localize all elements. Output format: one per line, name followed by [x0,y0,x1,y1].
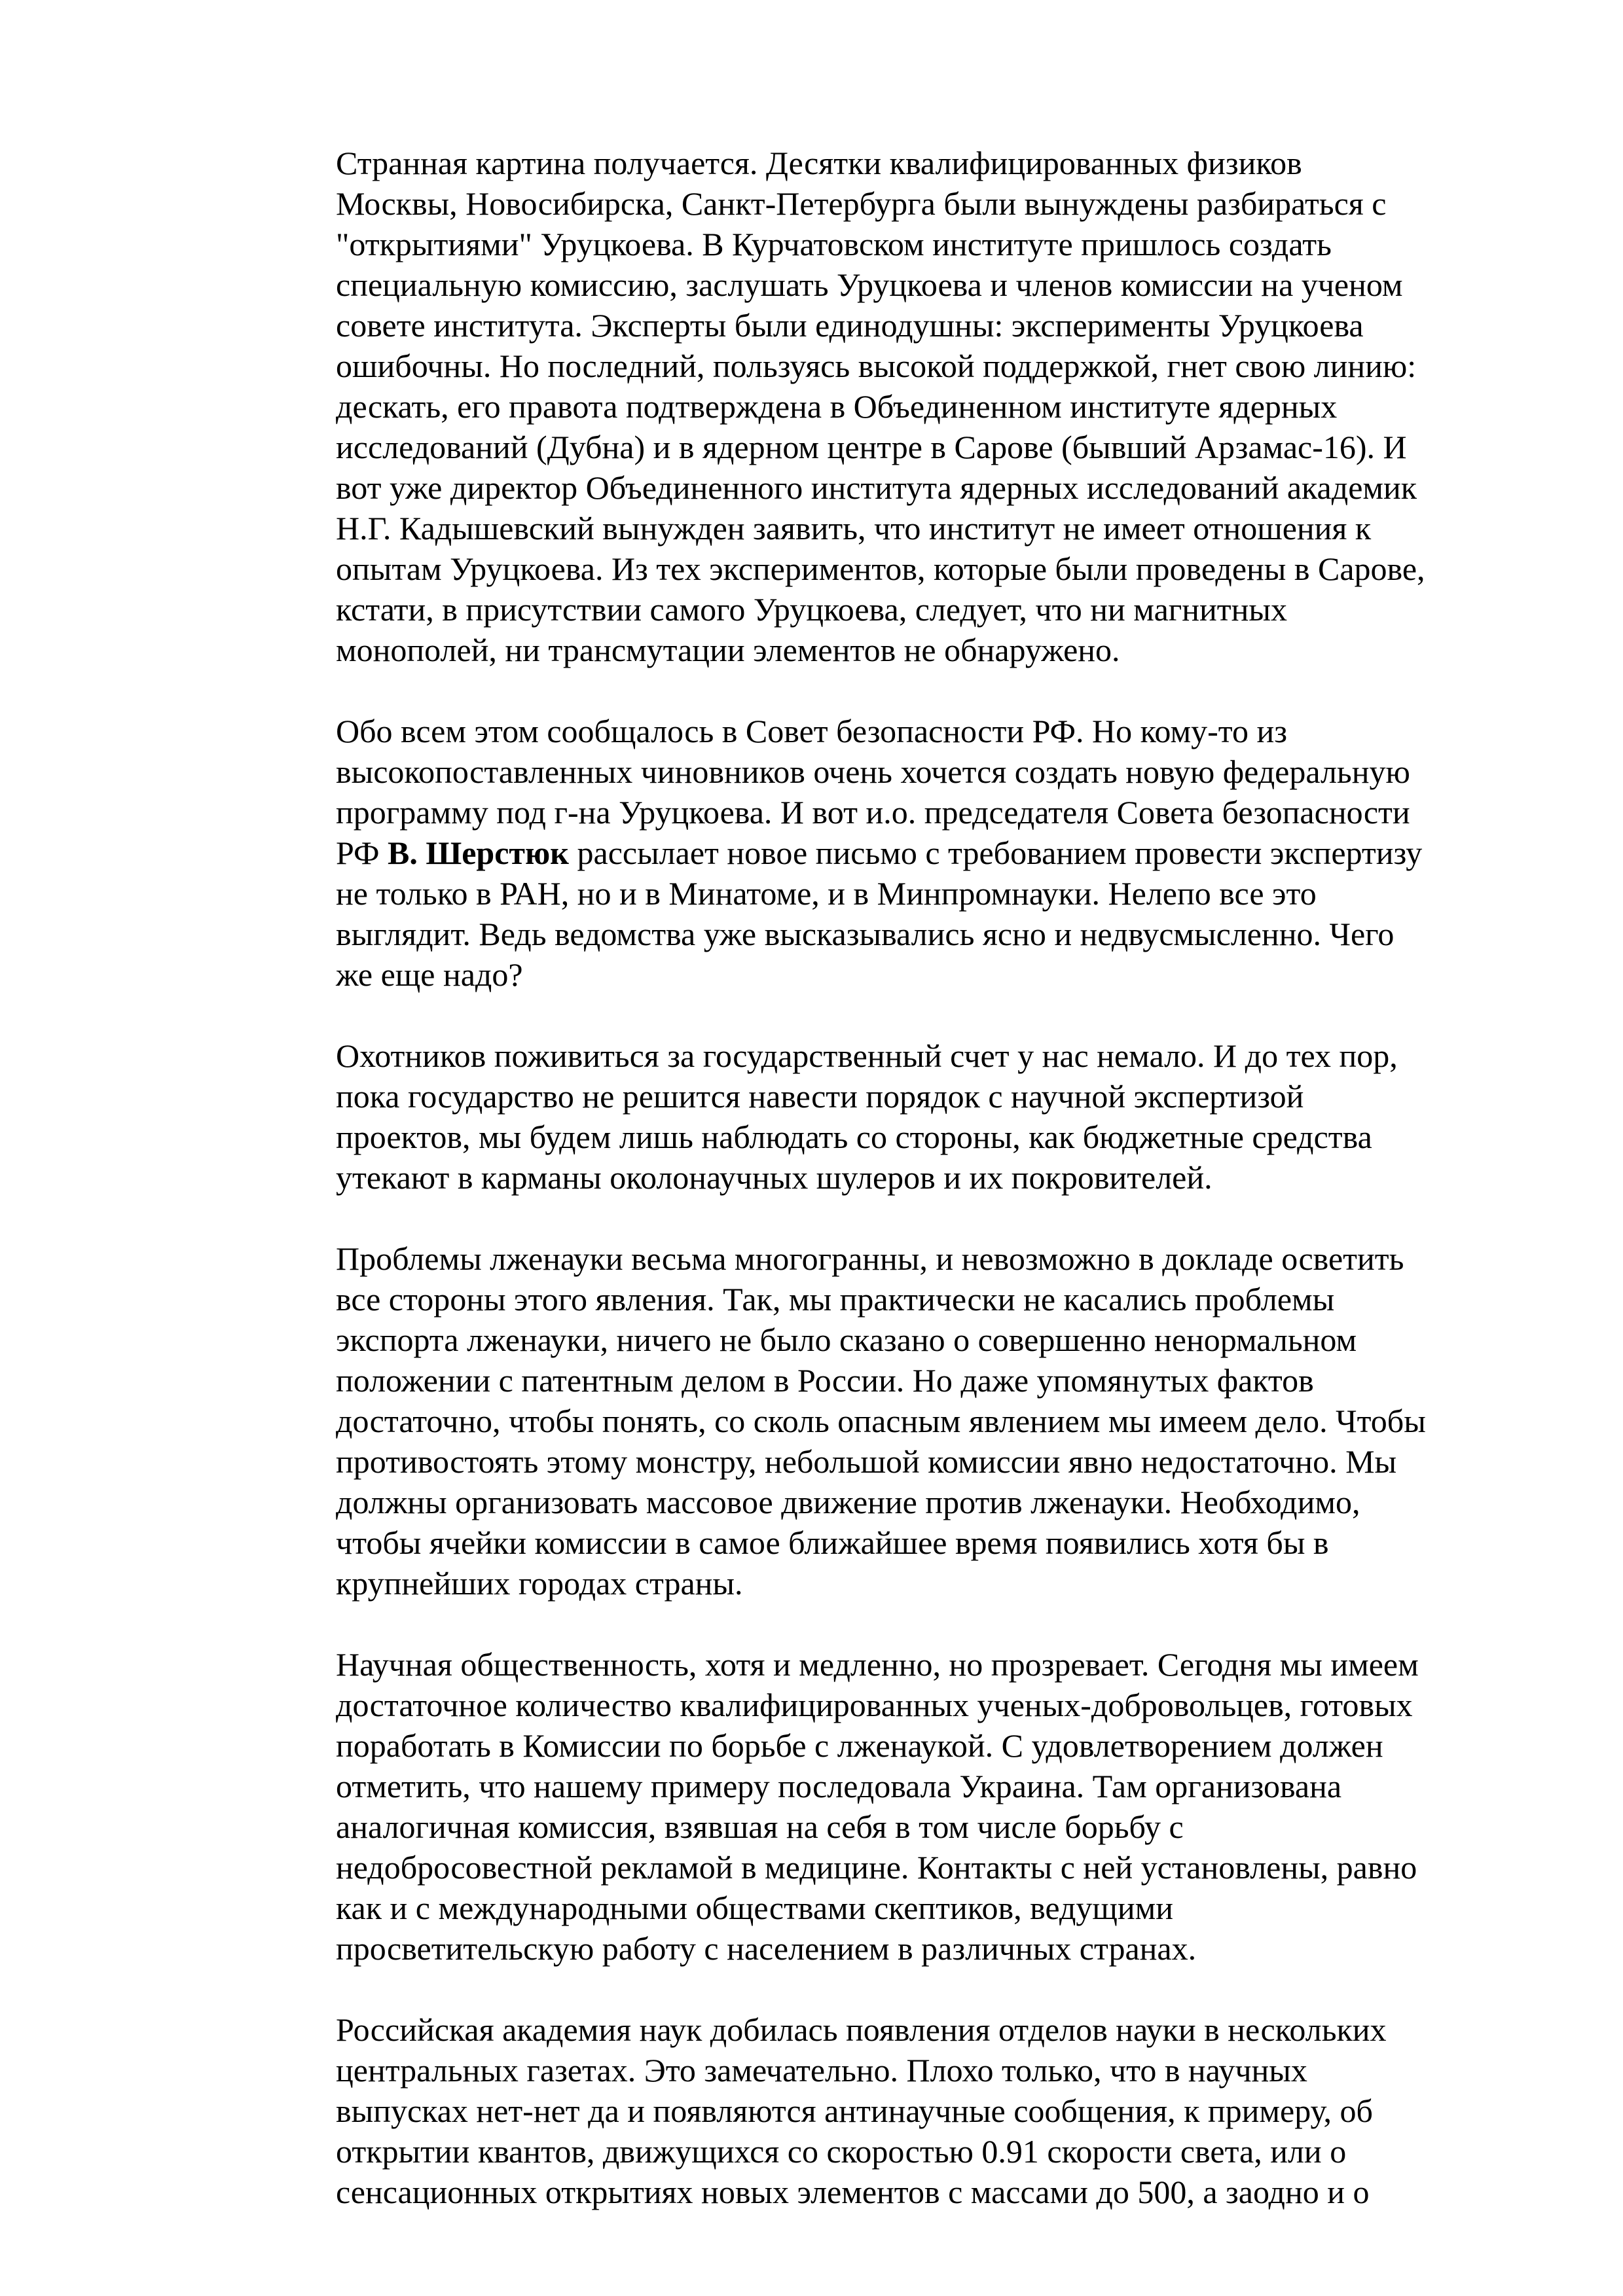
paragraph-2-text-before: Обо всем этом сообщалось в Совет безопасности РФ. Но кому-то из высокопоставленных чиновников очень хочется создать новую федеральную программу под г-на Уруцкоева. И вот и.о. председателя Совета безопасности РФ [336,713,1410,871]
official-name-bold: В. Шерстюк [387,834,569,871]
paragraph-1: Странная картина получается. Десятки квалифицированных физиков Москвы, Новосибирска, Санкт-Петербурга были вынуждены разбираться с "открытиями" Уруцкоева. В Курчатовском институте пришлось создать специальную комиссию, заслушать Уруцкоева и членов комиссии на ученом совете института. Эксперты были единодушны: эксперименты Уруцкоева ошибочны. Но последний, пользуясь высокой поддержкой, гнет свою линию: дескать, его правота подтверждена в Объединенном институте ядерных исследований (Дубна) и в ядерном центре в Сарове (бывший Арзамас-16). И вот уже директор Объединенного института ядерных исследований академик Н.Г. Кадышевский вынужден заявить, что институт не имеет отношения к опытам Уруцкоева. Из тех экспериментов, которые были проведены в Сарове, кстати, в присутствии самого Уруцкоева, следует, что ни магнитных монополей, ни трансмутации элементов не обнаружено. [336,145,1425,668]
paragraph-6: Российская академия наук добилась появления отделов науки в нескольких центральных газетах. Это замечательно. Плохо только, что в научных выпусках нет-нет да и появляются антинаучные сообщения, к примеру, об открытии квантов, движущихся со скоростью 0.91 скорости света, или о сенсационных открытиях новых элементов с массами до 500, а заодно и о [336,2011,1387,2210]
text-block [336,143,1429,2212]
paragraph-3: Охотников поживиться за государственный счет у нас немало. И до тех пор, пока государство не решится навести порядок с научной экспертизой проектов, мы будем лишь наблюдать со стороны, как бюджетные средства утекают в карманы околонаучных шулеров и их покровителей. [336,1037,1398,1196]
paragraph-4: Проблемы лженауки весьма многогранны, и невозможно в докладе осветить все стороны этого явления. Так, мы практически не касались проблемы экспорта лженауки, ничего не было сказано о совершенно ненормальном положении с патентным делом в России. Но даже упомянутых фактов достаточно, чтобы понять, со сколь опасным явлением мы имеем дело. Чтобы противостоять этому монстру, небольшой комиссии явно недостаточно. Мы должны организовать массовое движение против лженауки. Необходимо, чтобы ячейки комиссии в самое ближайшее время появились хотя бы в крупнейших городах страны. [336,1240,1426,1602]
paragraph-2-text-after: рассылает новое письмо с требованием провести экспертизу не только в РАН, но и в Минатоме, и в Минпромнауки. Нелепо все это выглядит. Ведь ведомства уже высказывались ясно и недвусмысленно. Чего же еще надо? [336,834,1423,993]
paragraph-2 [336,711,1429,995]
paragraph-5: Научная общественность, хотя и медленно, но прозревает. Сегодня мы имеем достаточное количество квалифицированных ученых-добровольцев, готовых поработать в Комиссии по борьбе с лженаукой. С удовлетворением должен отметить, что нашему примеру последовала Украина. Там организована аналогичная комиссия, взявшая на себя в том числе борьбу с недобросовестной рекламой в медицине. Контакты с ней установлены, равно как и с международными обществами скептиков, ведущими просветительскую работу с населением в различных странах. [336,1646,1419,1967]
